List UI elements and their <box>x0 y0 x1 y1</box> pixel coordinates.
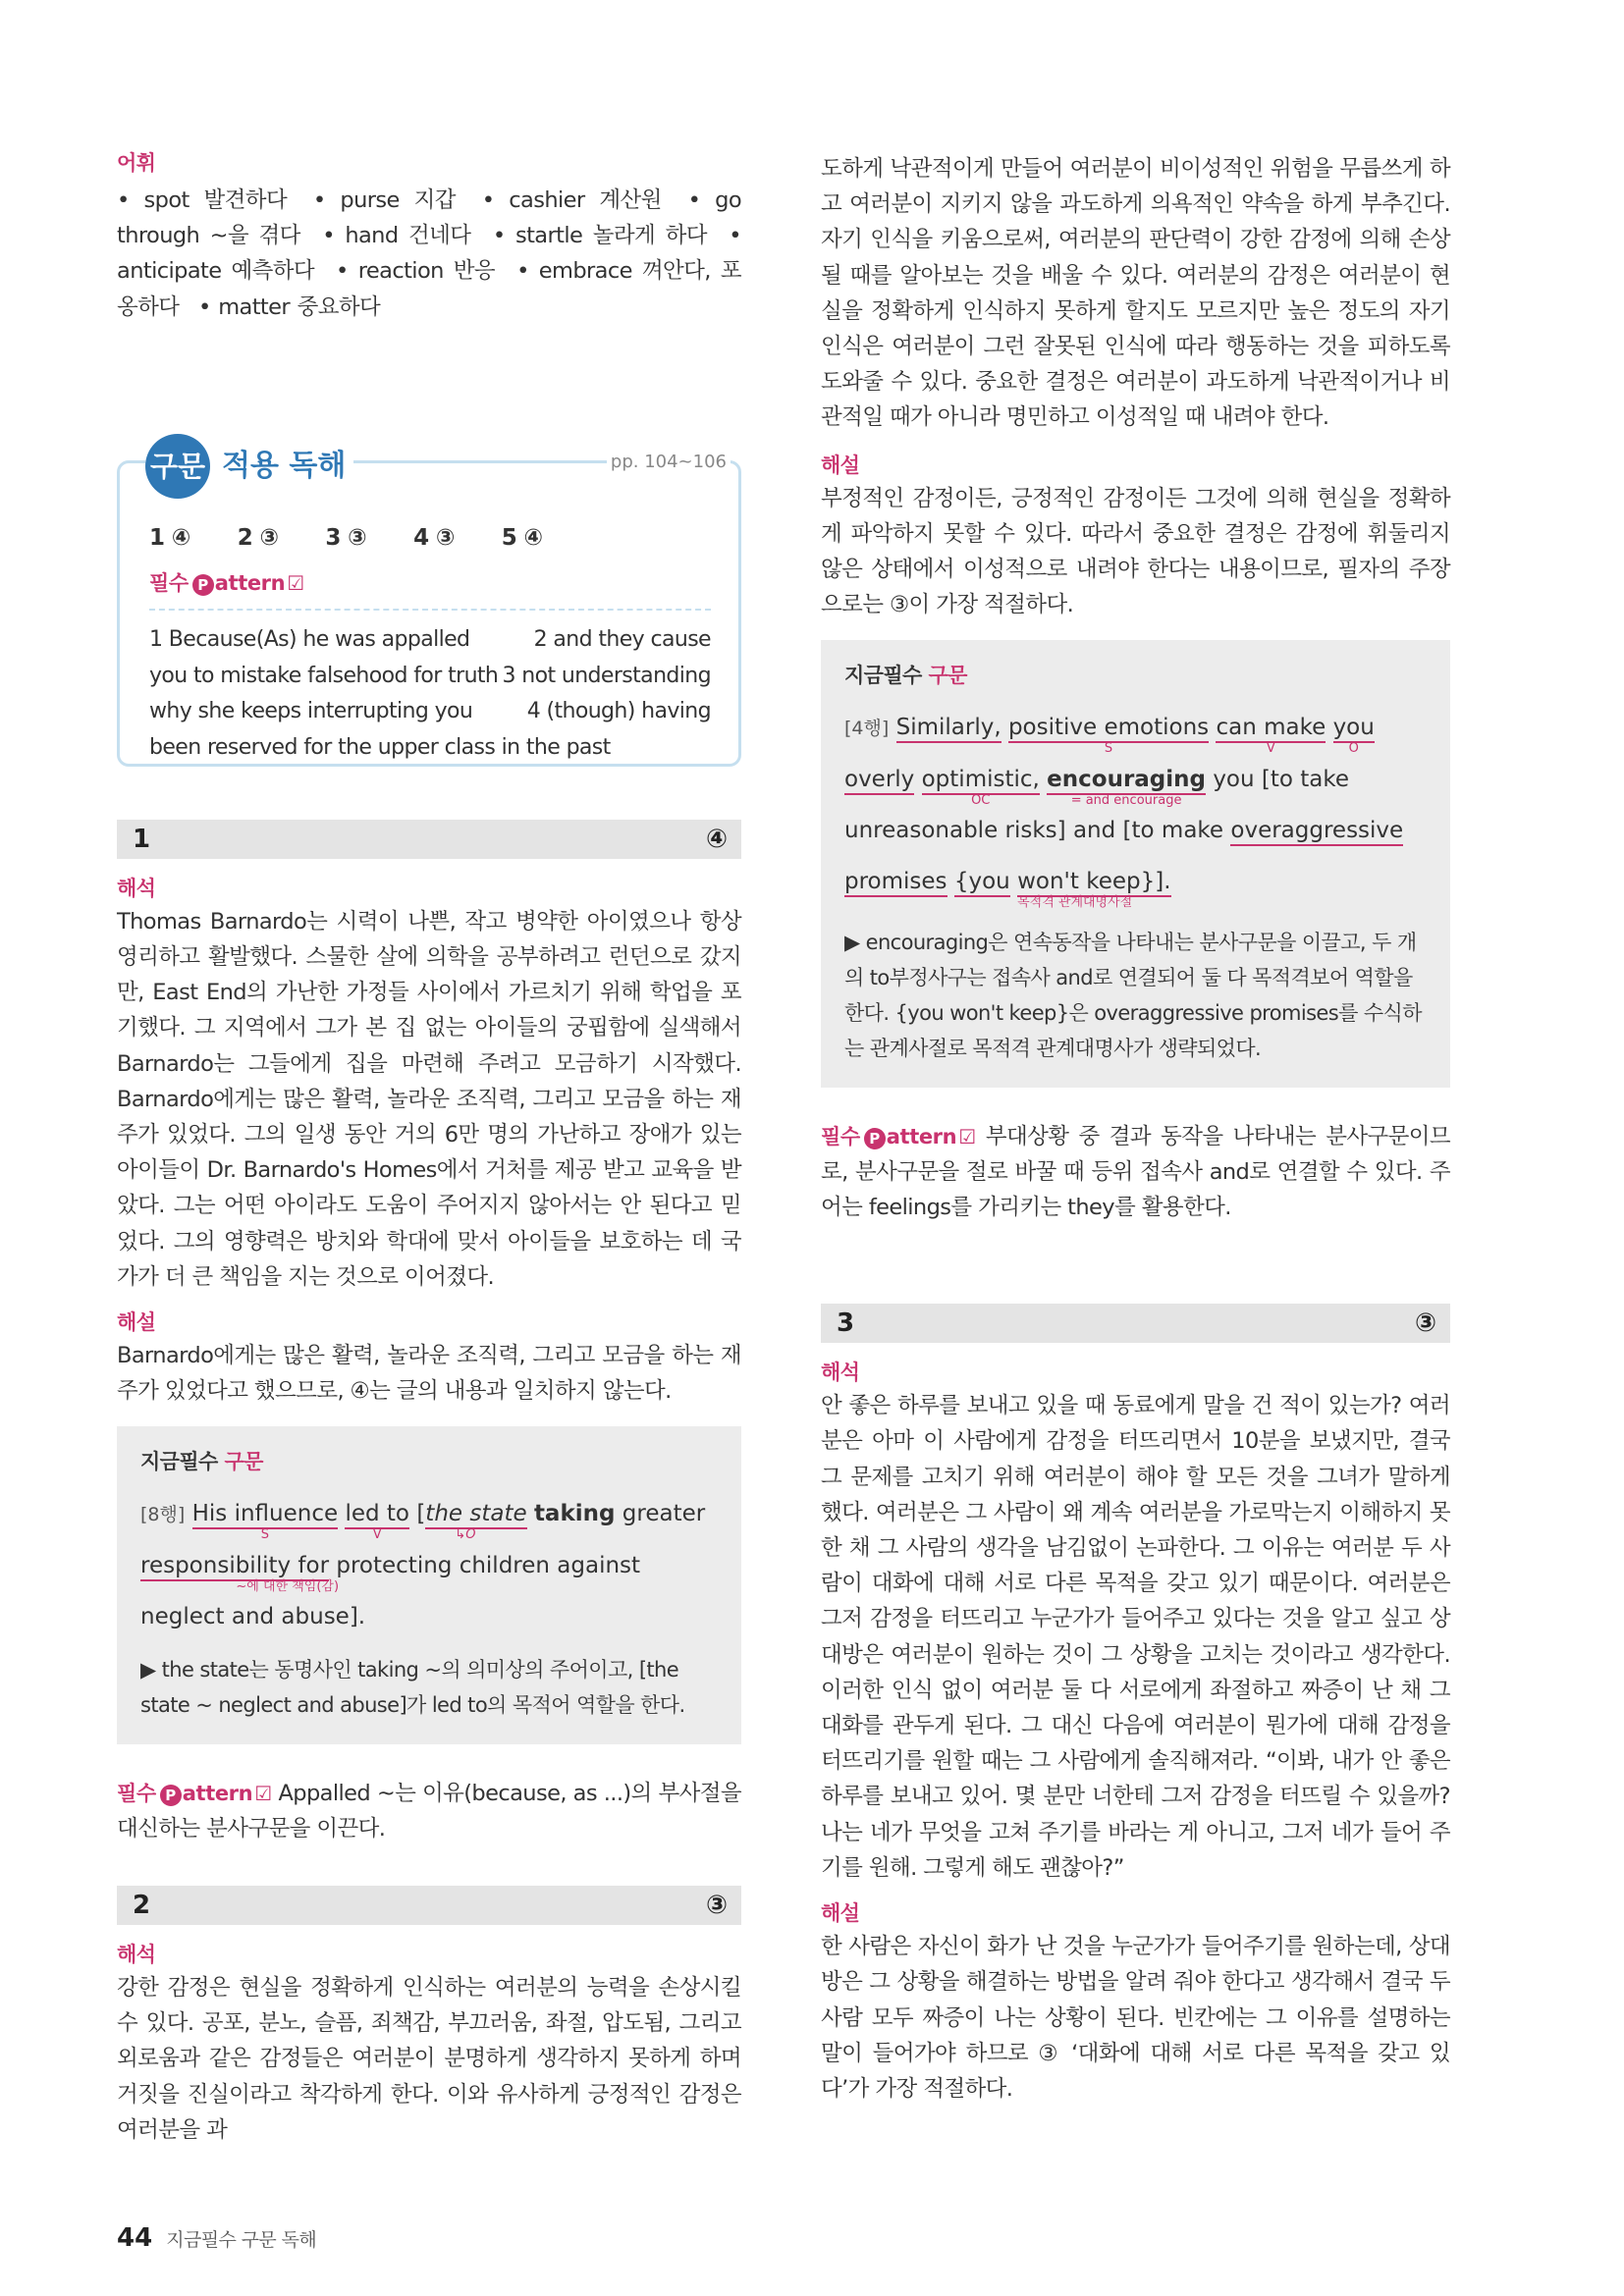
q1-syntax-sentence: [8행] His influence S led to V [the state ↳O taking greater responsibility for ~에 대한 책임(감) protecting children against neglect and abuse]. <box>140 1500 706 1629</box>
question-number: 3 <box>837 1308 855 1339</box>
pattern-line: been reserved for the upper class in the past <box>149 734 611 760</box>
answer-item: 1 ④ <box>149 524 190 551</box>
vocab-item: • matter 중요하다 <box>197 294 381 320</box>
q1-explanation: Barnardo에게는 많은 활력, 놀라운 조직력, 그리고 모금을 하는 재주가 있었다고 했으므로, ④는 글의 내용과 일치하지 않는다. <box>117 1343 741 1405</box>
q2-translation-part2: 도하게 낙관적이게 만들어 여러분이 비이성적인 위험을 무릅쓰게 하고 여러분이 지키지 않을 과도하게 의욕적인 약속을 하게 부추긴다. 자기 인식을 키움으로써, 여러분의 판단력이 강한 감정에 의해 손상될 때를 알아보는 것을 배울 수 있다. 여러분의 감정은 여러분이 현실을 정확하게 인식하지 못하게 할지도 모르지만 높은 정도의 자기 인식은 여러분이 그런 잘못된 인식에 따라 행동하는 것을 피하도록 도와줄 수 있다. 중요한 결정은 여러분이 과도하게 낙관적이거나 비관적일 때가 아니라 명민하고 이성적일 때 내려야 한다. <box>821 156 1450 431</box>
q1-pattern-note: 필수 P attern ☑ Appalled ~는 이유(because, as ...)의 부사절을 대신하는 분사구문을 이끈다. <box>117 1780 741 1842</box>
pattern-p-icon: P <box>192 574 214 596</box>
question-answer: ③ <box>705 1890 728 1920</box>
question-answer: ④ <box>705 824 728 854</box>
page-footer <box>117 2220 316 2258</box>
page-number: 44 <box>117 2223 153 2253</box>
pattern-line: why she keeps interrupting you 4 (though) having <box>149 699 711 724</box>
q2-explanation: 부정적인 감정이든, 긍정적인 감정이든 그것에 의해 현실을 정확하게 파악하지 못할 수 있다. 따라서 중요한 결정은 감정에 휘둘리지 않은 상태에서 이성적으로 내려야 한다는 내용이므로, 필자의 주장으로는 ③이 가장 적절하다. <box>821 485 1450 618</box>
explanation-label: 해설 <box>821 453 860 477</box>
pattern-line: you to mistake falsehood for truth 3 not understanding <box>149 663 711 688</box>
q1-translation: Thomas Barnardo는 시력이 나쁜, 작고 병약한 아이였으나 항상 영리하고 활발했다. 스물한 살에 의학을 공부하려고 런던으로 갔지만, East End의 가난한 가정들 사이에서 가르치기 위해 학업을 포기했다. 그 지역에서 그가 본 집 없는 아이들의 궁핍함에 실색해서 Barnardo는 그들에게 집을 마련해 주려고 모금하기 시작했다. Barnardo에게는 많은 활력, 놀라운 조직력, 그리고 모금을 하는 재주가 있었다. 그의 일생 동안 거의 6만 명의 가난하고 장애가 있는 아이들이 Dr. Barnardo's Homes에서 거처를 제공 받고 교육을 받았다. 그는 어떤 아이라도 도움이 주어지지 않아서는 안 된다고 믿었다. 그의 영향력은 방치와 학대에 맞서 아이들을 보호하는 데 국가가 더 큰 책임을 지는 것으로 이어졌다. <box>117 908 741 1290</box>
q2-syntax-sentence: [4행] Similarly, positive emotions S can make V you O overly optimistic, OC encouraging = and encourage you [to take unreasonable risks] and [to make overaggressive promises {you won't keep}]. 목적격 관계대명사절 <box>844 714 1404 910</box>
q3-explanation: 한 사람은 자신이 화가 난 것을 누군가가 들어주기를 원하는데, 상대방은 그 상황을 해결하는 방법을 알려 줘야 한다고 생각해서 결국 두 사람 모두 짜증이 나는 상황이 된다. 빈칸에는 그 이유를 설명하는 말이 들어가야 하므로 ③ ‘대화에 대해 서로 다른 목적을 갖고 있다’가 가장 적절하다. <box>821 1934 1450 2102</box>
pattern-label: 필수 P attern ☑ <box>149 570 304 595</box>
question-number: 1 <box>133 824 151 854</box>
checkbox-icon: ☑ <box>958 1124 976 1148</box>
pattern-label: 필수 P attern ☑ <box>821 1124 976 1148</box>
answer-item: 2 ③ <box>237 524 279 551</box>
explanation-label: 해설 <box>821 1901 860 1926</box>
vocab-item: • embrace 껴안다, 포옹하다 <box>117 258 741 320</box>
vocab-item: • cashier 계산원 <box>481 187 662 213</box>
pattern-line: 1 Because(As) he was appalled 2 and they cause <box>149 627 711 653</box>
q2-syntax-box <box>821 640 1450 1087</box>
translation-label: 해석 <box>821 1361 860 1385</box>
translation-label: 해석 <box>117 876 156 900</box>
pattern-p-icon: P <box>864 1128 886 1149</box>
answers-box <box>117 448 741 767</box>
vocab-item: • spot 발견하다 <box>117 187 288 213</box>
vocab-item: • startle 놀라게 하다 <box>492 223 707 249</box>
vocab-item: • purse 지갑 <box>312 187 456 213</box>
vocab-item: • hand 건네다 <box>322 223 471 249</box>
q2-syntax-note: ▶ encouraging은 연속동작을 나타내는 분사구문을 이끌고, 두 개의 to부정사구는 접속사 and로 연결되어 둘 다 목적격보어 역할을 한다. {you won't keep}은 overaggressive promises를 수식하는 관계사절로 목적격 관계대명사가 생략되었다. <box>844 930 1422 1060</box>
pattern-label: 필수 P attern ☑ <box>117 1781 272 1805</box>
answers-box-header <box>145 434 353 499</box>
vocab-list <box>117 183 741 325</box>
question-number: 2 <box>133 1890 151 1920</box>
vocab-item: • anticipate 예측하다 <box>117 223 741 285</box>
answers-box-pages: pp. 104~106 <box>607 445 731 480</box>
syntax-box-title: 지금필수 구문 <box>844 664 967 688</box>
answer-item: 3 ③ <box>325 524 367 551</box>
question-answer: ③ <box>1414 1308 1436 1339</box>
syntax-box-title: 지금필수 구문 <box>140 1450 263 1474</box>
pattern-answers <box>149 622 711 766</box>
answers-box-badge: 구문 <box>145 434 210 499</box>
footer-title: 지금필수 구문 독해 <box>166 2229 317 2251</box>
pattern-p-icon: P <box>160 1785 182 1806</box>
question-3-header <box>821 1304 1450 1343</box>
answer-item: 4 ③ <box>413 524 455 551</box>
q1-syntax-box <box>117 1426 741 1743</box>
q1-syntax-note: ▶ the state는 동명사인 taking ~의 의미상의 주어이고, [the state ~ neglect and abuse]가 led to의 목적어 역할을 한다. <box>140 1657 685 1717</box>
question-2-header <box>117 1886 741 1925</box>
vocab-label: 어휘 <box>117 151 156 175</box>
right-column <box>821 147 1450 2107</box>
left-column <box>117 147 741 2148</box>
q3-translation: 안 좋은 하루를 보내고 있을 때 동료에게 말을 건 적이 있는가? 여러분은 아마 이 사람에게 감정을 터뜨리면서 10분을 보냈지만, 결국 그 문제를 고치기 위해 여러분이 해야 할 모든 것을 그녀가 말하게 했다. 여러분은 그 사람이 왜 계속 여러분을 가로막는지 이해하지 못한 채 그 사람의 생각을 남김없이 논파한다. 그 이유는 여러분 두 사람이 대화에 대해 서로 다른 목적을 갖고 있기 때문이다. 여러분은 그저 감정을 터뜨리고 누군가가 들어주고 있다는 것을 알고 싶고 상대방은 여러분이 원하는 것이 그 상황을 고치는 것이라고 생각한다. 이러한 인식 없이 여러분 둘 다 서로에게 좌절하고 짜증이 난 채 그 대화를 관두게 된다. 그 대신 다음에 여러분이 뭔가에 대해 감정을 터뜨리기를 원할 때는 그 사람에게 솔직해져라. “이봐, 내가 안 좋은 하루를 보내고 있어. 몇 분만 너한테 그저 감정을 터뜨릴 수 있을까? 나는 네가 무엇을 고쳐 주기를 바라는 게 아니고, 그저 네가 들어 주기를 원해. 그렇게 해도 괜찮아?” <box>821 1393 1450 1881</box>
explanation-label: 해설 <box>117 1310 156 1335</box>
checkbox-icon: ☑ <box>254 1781 272 1805</box>
answer-key <box>149 522 711 554</box>
answers-box-title: 적용 독해 <box>222 448 347 483</box>
translation-label: 해석 <box>117 1943 156 1967</box>
question-1-header <box>117 820 741 859</box>
q2-translation-part1: 강한 감정은 현실을 정확하게 인식하는 여러분의 능력을 손상시킬 수 있다. 공포, 분노, 슬픔, 죄책감, 부끄러움, 좌절, 압도됨, 그리고 외로움과 같은 감정들은 여러분이 분명하게 생각하지 못하게 하며 거짓을 진실이라고 착각하게 한다. 이와 유사하게 긍정적인 감정은 여러분을 과 <box>117 1975 741 2143</box>
vocab-item: • go through ~을 겪다 <box>117 187 741 249</box>
vocab-item: • reaction 반응 <box>336 258 496 285</box>
q2-pattern-note: 필수 P attern ☑ 부대상황 중 결과 동작을 나타내는 분사구문이므로, 분사구문을 절로 바꿀 때 등위 접속사 and로 연결할 수 있다. 주어는 feelings를 가리키는 they를 활용한다. <box>821 1123 1450 1221</box>
checkbox-icon: ☑ <box>287 570 304 595</box>
pattern-label-row <box>149 565 711 611</box>
vocab-section <box>117 147 741 325</box>
answer-item: 5 ④ <box>501 524 543 551</box>
